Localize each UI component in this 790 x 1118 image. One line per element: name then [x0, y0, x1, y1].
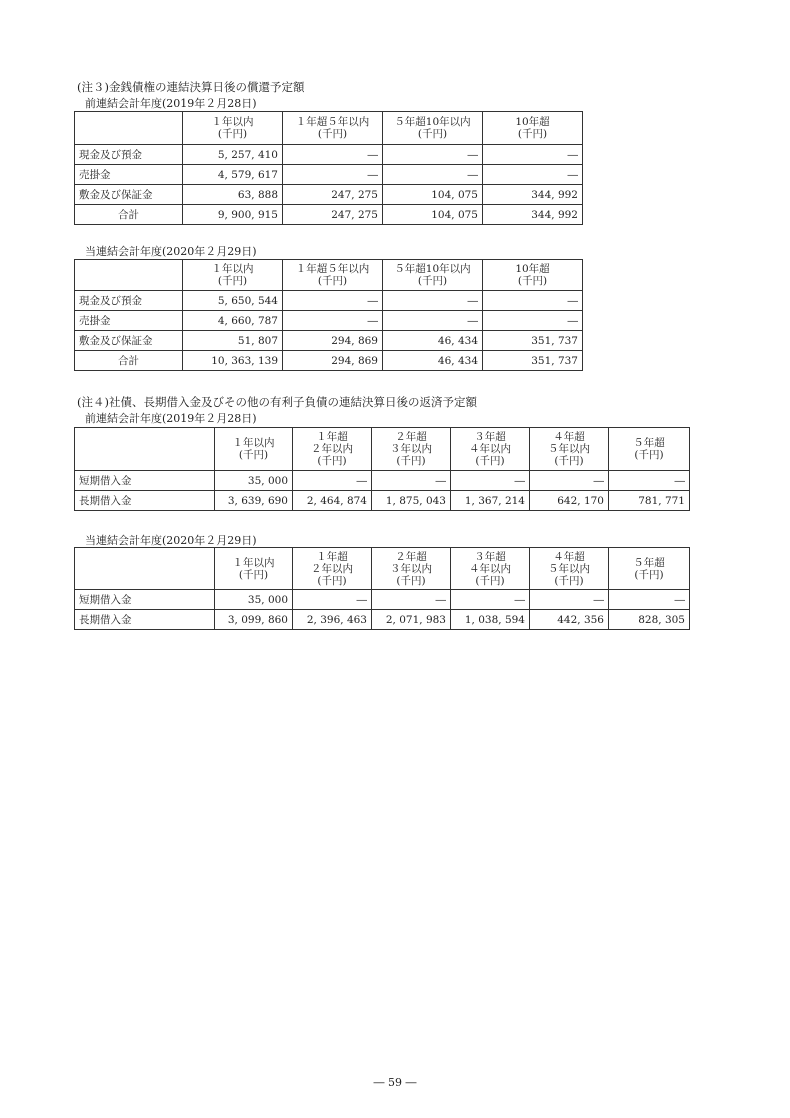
value-cell: 442, 356 — [530, 610, 609, 630]
table-row — [75, 165, 583, 185]
table-header-row — [75, 260, 583, 291]
value-cell: ― — [383, 291, 483, 311]
column-header-line: ５年超10年以内 — [394, 116, 471, 128]
column-header — [383, 112, 483, 145]
column-header-line: (千円) — [634, 449, 664, 461]
column-header — [451, 548, 530, 590]
column-header-line: ４年以内 — [469, 562, 511, 575]
column-header-line: (千円) — [317, 574, 347, 587]
value-cell: 51, 807 — [183, 331, 283, 351]
column-header-line: １年以内 — [211, 263, 254, 275]
table-row — [75, 205, 583, 225]
value-cell: 642, 170 — [530, 491, 609, 511]
column-header-line: １年以内 — [232, 437, 275, 449]
column-header-line: ３年超 — [474, 550, 506, 563]
value-cell: 3, 099, 860 — [215, 610, 293, 630]
value-cell: ― — [530, 590, 609, 610]
value-cell: 351, 737 — [483, 331, 583, 351]
table-row — [75, 145, 583, 165]
row-label: 売掛金 — [75, 165, 183, 185]
column-header-line: ３年以内 — [390, 562, 432, 575]
value-cell: 35, 000 — [215, 471, 293, 491]
column-header-line: ２年超 — [395, 550, 427, 563]
note3-prev-table — [74, 111, 583, 225]
note4-prev-table — [74, 427, 690, 511]
value-cell: ― — [451, 471, 530, 491]
note3-curr-period-label: 当連結会計年度(2020年２月29日) — [85, 245, 257, 258]
value-cell: ― — [483, 291, 583, 311]
column-header-line: ５年超10年以内 — [394, 263, 471, 275]
note4-prev-period-label: 前連結会計年度(2019年２月28日) — [85, 412, 257, 425]
column-header-line: ２年以内 — [311, 443, 353, 455]
value-cell: 781, 771 — [609, 491, 690, 511]
table-row — [75, 351, 583, 371]
column-header-line: ３年以内 — [390, 443, 432, 455]
value-cell: 2, 071, 983 — [372, 610, 451, 630]
column-header — [451, 428, 530, 471]
column-header-line: (千円) — [238, 449, 269, 461]
row-label: 短期借入金 — [75, 471, 215, 491]
value-cell: 344, 992 — [483, 185, 583, 205]
column-header — [283, 260, 383, 291]
column-header-line: (千円) — [317, 275, 348, 287]
column-header-line: ２年以内 — [311, 562, 353, 575]
value-cell: 46, 434 — [383, 331, 483, 351]
table-row — [75, 491, 690, 511]
value-cell: ― — [383, 145, 483, 165]
value-cell: ― — [283, 165, 383, 185]
column-header-line: (千円) — [475, 574, 505, 587]
column-header-line: １年以内 — [211, 116, 254, 128]
column-header — [483, 112, 583, 145]
row-label: 現金及び預金 — [75, 291, 183, 311]
table-row — [75, 311, 583, 331]
value-cell: 351, 737 — [483, 351, 583, 371]
value-cell: ― — [383, 165, 483, 185]
column-header-line: (千円) — [517, 128, 548, 140]
column-header-line: １年超 — [316, 550, 348, 563]
table-corner-cell — [75, 428, 215, 471]
value-cell: 247, 275 — [283, 205, 383, 225]
value-cell: 4, 660, 787 — [183, 311, 283, 331]
table-row — [75, 590, 690, 610]
value-cell: 294, 869 — [283, 351, 383, 371]
column-header — [372, 548, 451, 590]
value-cell: ― — [383, 311, 483, 331]
value-cell: 2, 464, 874 — [293, 491, 372, 511]
column-header-line: (千円) — [554, 574, 584, 587]
column-header-line: ５年以内 — [548, 562, 590, 575]
column-header-line: (千円) — [475, 455, 505, 467]
column-header — [530, 428, 609, 471]
value-cell: ― — [293, 471, 372, 491]
column-header-line: (千円) — [417, 275, 448, 287]
column-header — [215, 548, 293, 590]
value-cell: ― — [283, 311, 383, 331]
value-cell: ― — [609, 590, 690, 610]
column-header-line: ４年超 — [553, 550, 585, 563]
column-header-line: (千円) — [317, 128, 348, 140]
value-cell: 294, 869 — [283, 331, 383, 351]
value-cell: ― — [372, 590, 451, 610]
value-cell: ― — [483, 311, 583, 331]
column-header-line: ５年超 — [633, 556, 665, 569]
row-label: 売掛金 — [75, 311, 183, 331]
note4-curr-table — [74, 547, 690, 630]
value-cell: 5, 650, 544 — [183, 291, 283, 311]
table-header-row — [75, 548, 690, 590]
column-header-line: ５年以内 — [548, 443, 590, 455]
column-header-line: (千円) — [396, 455, 426, 467]
column-header — [483, 260, 583, 291]
value-cell: ― — [372, 471, 451, 491]
column-header — [183, 260, 283, 291]
row-label-total: 合計 — [75, 351, 183, 371]
column-header-line: (千円) — [317, 455, 347, 467]
note3-prev-period-label: 前連結会計年度(2019年２月28日) — [85, 97, 257, 110]
value-cell: 828, 305 — [609, 610, 690, 630]
value-cell: ― — [283, 291, 383, 311]
value-cell: ― — [451, 590, 530, 610]
note3-curr-table — [74, 259, 583, 371]
column-header-line: (千円) — [517, 275, 548, 287]
column-header-line: １年超５年以内 — [295, 263, 370, 275]
value-cell: 104, 075 — [383, 185, 483, 205]
column-header — [215, 428, 293, 471]
column-header-line: (千円) — [217, 275, 248, 287]
row-label: 敷金及び保証金 — [75, 185, 183, 205]
column-header-line: (千円) — [238, 568, 269, 581]
column-header-line: １年超 — [316, 431, 348, 443]
value-cell: ― — [609, 471, 690, 491]
value-cell: 1, 038, 594 — [451, 610, 530, 630]
table-row — [75, 610, 690, 630]
row-label: 長期借入金 — [75, 610, 215, 630]
table-header-row — [75, 428, 690, 471]
value-cell: 247, 275 — [283, 185, 383, 205]
column-header-line: ３年超 — [474, 431, 506, 443]
column-header-line: 10年超 — [515, 116, 550, 128]
column-header-line: ２年超 — [395, 431, 427, 443]
column-header — [383, 260, 483, 291]
note4-curr-period-label: 当連結会計年度(2020年２月29日) — [85, 534, 257, 547]
value-cell: 35, 000 — [215, 590, 293, 610]
column-header-line: (千円) — [417, 128, 448, 140]
value-cell: 104, 075 — [383, 205, 483, 225]
column-header — [372, 428, 451, 471]
column-header — [283, 112, 383, 145]
column-header-line: (千円) — [217, 128, 248, 140]
value-cell: ― — [530, 471, 609, 491]
column-header — [530, 548, 609, 590]
table-corner-cell — [75, 548, 215, 590]
column-header-line: (千円) — [634, 568, 664, 581]
column-header-line: １年超５年以内 — [295, 116, 370, 128]
row-label: 短期借入金 — [75, 590, 215, 610]
column-header — [609, 428, 690, 471]
note3-title: (注３)金銭債権の連結決算日後の償還予定額 — [77, 80, 305, 94]
value-cell: ― — [483, 165, 583, 185]
column-header — [609, 548, 690, 590]
table-corner-cell — [75, 112, 183, 145]
column-header — [293, 428, 372, 471]
row-label: 敷金及び保証金 — [75, 331, 183, 351]
column-header-line: (千円) — [396, 574, 426, 587]
value-cell: 46, 434 — [383, 351, 483, 371]
value-cell: 4, 579, 617 — [183, 165, 283, 185]
value-cell: 344, 992 — [483, 205, 583, 225]
table-row — [75, 185, 583, 205]
value-cell: 3, 639, 690 — [215, 491, 293, 511]
value-cell: 63, 888 — [183, 185, 283, 205]
row-label: 現金及び預金 — [75, 145, 183, 165]
column-header-line: ５年超 — [633, 437, 665, 449]
value-cell: 9, 900, 915 — [183, 205, 283, 225]
value-cell: ― — [293, 590, 372, 610]
table-header-row — [75, 112, 583, 145]
value-cell: ― — [283, 145, 383, 165]
row-label-total: 合計 — [75, 205, 183, 225]
row-label: 長期借入金 — [75, 491, 215, 511]
value-cell: 1, 875, 043 — [372, 491, 451, 511]
table-corner-cell — [75, 260, 183, 291]
note4-title: (注４)社債、長期借入金及びその他の有利子負債の連結決算日後の返済予定額 — [77, 395, 477, 409]
column-header-line: ４年超 — [553, 431, 585, 443]
table-row — [75, 471, 690, 491]
column-header-line: 10年超 — [515, 263, 550, 275]
value-cell: 1, 367, 214 — [451, 491, 530, 511]
column-header-line: １年以内 — [232, 556, 275, 569]
column-header — [183, 112, 283, 145]
value-cell: 10, 363, 139 — [183, 351, 283, 371]
table-row — [75, 291, 583, 311]
value-cell: 5, 257, 410 — [183, 145, 283, 165]
page-number: ― 59 ― — [373, 1076, 417, 1089]
column-header-line: ４年以内 — [469, 443, 511, 455]
value-cell: ― — [483, 145, 583, 165]
table-row — [75, 331, 583, 351]
column-header — [293, 548, 372, 590]
column-header-line: (千円) — [554, 455, 584, 467]
value-cell: 2, 396, 463 — [293, 610, 372, 630]
